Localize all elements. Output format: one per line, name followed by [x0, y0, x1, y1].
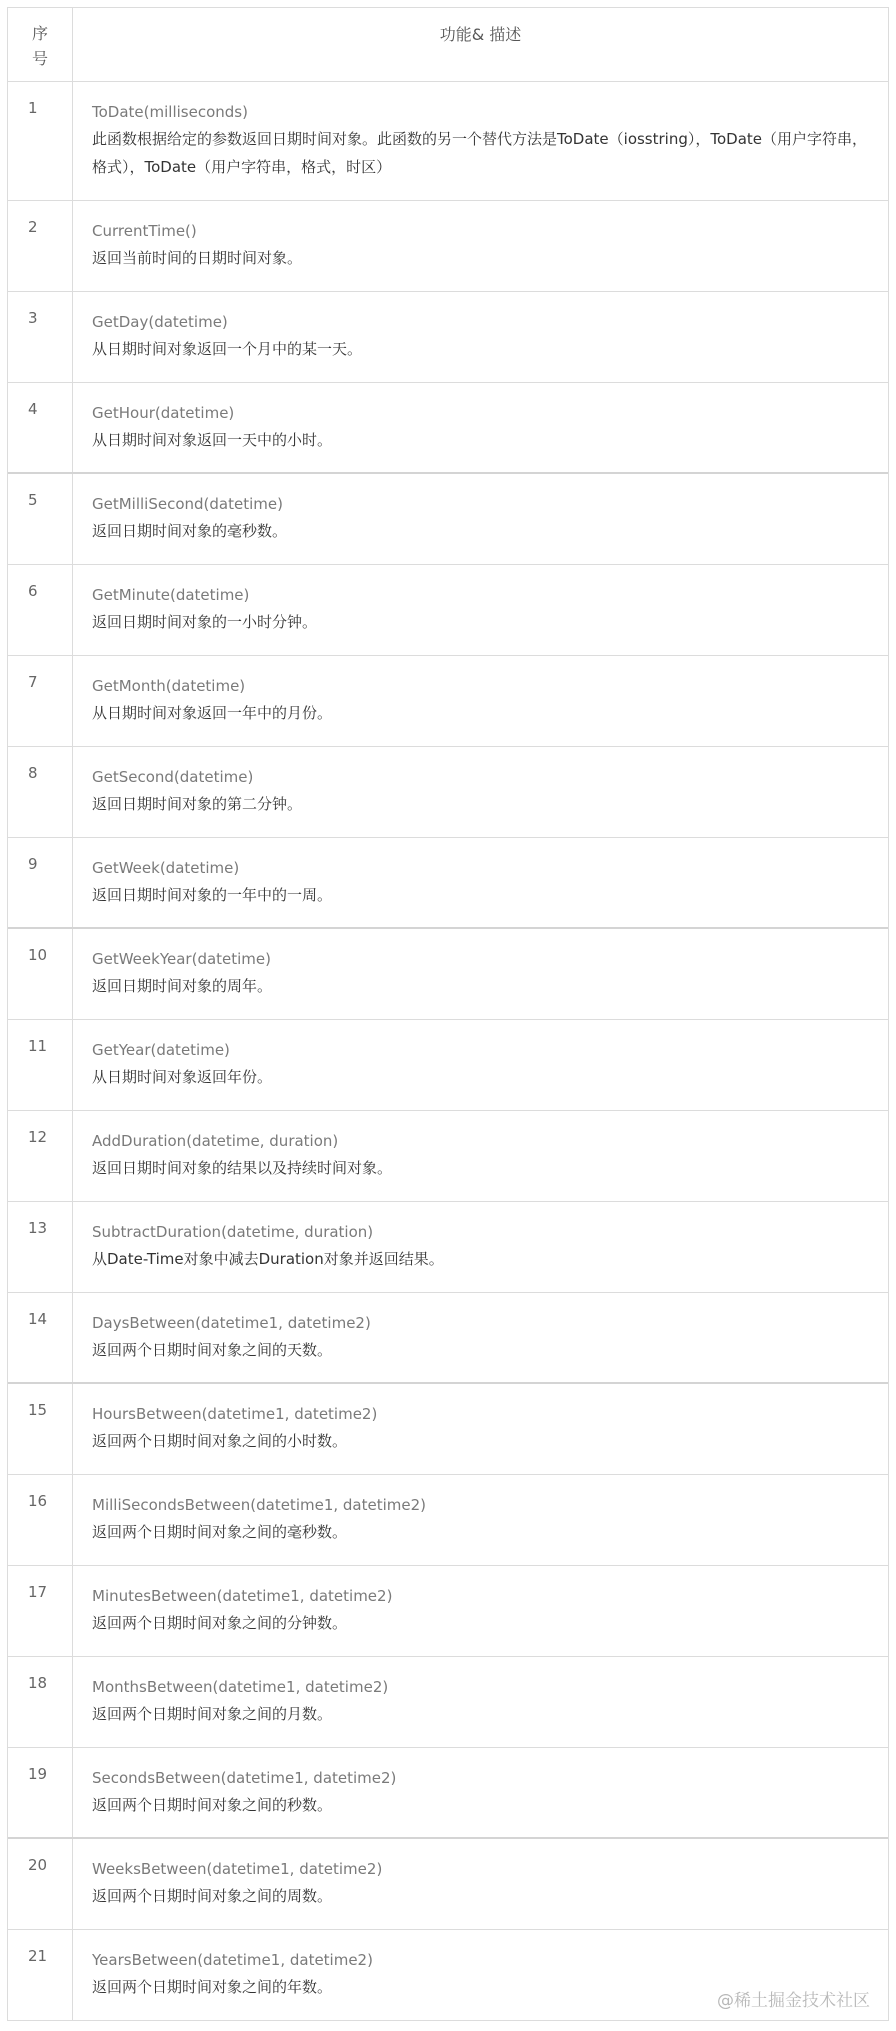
table-row	[8, 1202, 888, 1293]
functions-table	[7, 7, 889, 2021]
watermark: @稀土掘金技术社区	[717, 1991, 870, 2011]
row-content	[73, 838, 888, 927]
function-description: 返回当前时间的日期时间对象。	[92, 249, 303, 267]
function-description: 返回日期时间对象的一小时分钟。	[92, 613, 318, 631]
function-signature: GetWeekYear(datetime)	[92, 950, 272, 968]
function-signature: GetDay(datetime)	[92, 313, 228, 331]
row-number: 15	[8, 1384, 73, 1474]
function-signature: ToDate(milliseconds)	[92, 103, 248, 121]
row-content	[73, 565, 888, 655]
row-number: 10	[8, 929, 73, 1019]
table-row	[8, 201, 888, 292]
function-description: 此函数根据给定的参数返回日期时间对象。此函数的另一个替代方法是ToDate（iosstring），ToDate（用户字符串，格式），ToDate（用户字符串，格式，时区）	[92, 130, 868, 176]
row-content	[73, 747, 888, 837]
row-content	[73, 1566, 888, 1656]
function-description: 返回两个日期时间对象之间的秒数。	[92, 1796, 333, 1814]
function-signature: GetWeek(datetime)	[92, 859, 240, 877]
row-content	[73, 1020, 888, 1110]
table-row	[8, 838, 888, 929]
table-row	[8, 1293, 888, 1384]
header-desc	[73, 8, 888, 81]
table-row	[8, 82, 888, 201]
function-description: 返回两个日期时间对象之间的年数。	[92, 1978, 333, 1996]
function-signature: DaysBetween(datetime1, datetime2)	[92, 1314, 371, 1332]
row-content	[73, 1748, 888, 1837]
table-row	[8, 1475, 888, 1566]
table-row	[8, 1748, 888, 1839]
row-number: 17	[8, 1566, 73, 1656]
row-number: 20	[8, 1839, 73, 1929]
row-number: 1	[8, 82, 73, 200]
table-row	[8, 292, 888, 383]
function-description: 从日期时间对象返回一天中的小时。	[92, 431, 333, 449]
function-signature: GetYear(datetime)	[92, 1041, 230, 1059]
row-number: 7	[8, 656, 73, 746]
function-description: 返回两个日期时间对象之间的小时数。	[92, 1432, 348, 1450]
row-number: 14	[8, 1293, 73, 1382]
row-number: 6	[8, 565, 73, 655]
function-signature: GetMonth(datetime)	[92, 677, 246, 695]
function-description: 返回日期时间对象的第二分钟。	[92, 795, 303, 813]
table-row	[8, 1839, 888, 1930]
row-content	[73, 201, 888, 291]
row-content	[73, 656, 888, 746]
row-content	[73, 1657, 888, 1747]
row-number: 12	[8, 1111, 73, 1201]
table-row	[8, 1384, 888, 1475]
table-row	[8, 565, 888, 656]
function-signature: GetHour(datetime)	[92, 404, 235, 422]
row-number: 21	[8, 1930, 73, 2020]
row-content	[73, 1384, 888, 1474]
table-row	[8, 474, 888, 565]
function-description: 返回日期时间对象的毫秒数。	[92, 522, 288, 540]
function-signature: WeeksBetween(datetime1, datetime2)	[92, 1860, 383, 1878]
function-signature: HoursBetween(datetime1, datetime2)	[92, 1405, 378, 1423]
row-content	[73, 1839, 888, 1929]
row-content	[73, 292, 888, 382]
row-number: 16	[8, 1475, 73, 1565]
function-description: 从日期时间对象返回一年中的月份。	[92, 704, 333, 722]
row-content	[73, 1202, 888, 1292]
function-description: 返回两个日期时间对象之间的天数。	[92, 1341, 333, 1359]
function-signature: GetMinute(datetime)	[92, 586, 250, 604]
function-signature: MinutesBetween(datetime1, datetime2)	[92, 1587, 393, 1605]
function-signature: GetMilliSecond(datetime)	[92, 495, 283, 513]
table-row	[8, 1111, 888, 1202]
function-description: 返回两个日期时间对象之间的周数。	[92, 1887, 333, 1905]
function-description: 返回日期时间对象的结果以及持续时间对象。	[92, 1159, 393, 1177]
table-row	[8, 1657, 888, 1748]
function-signature: MilliSecondsBetween(datetime1, datetime2)	[92, 1496, 427, 1514]
function-signature: SubtractDuration(datetime, duration)	[92, 1223, 374, 1241]
row-number: 13	[8, 1202, 73, 1292]
function-signature: AddDuration(datetime, duration)	[92, 1132, 339, 1150]
row-number: 8	[8, 747, 73, 837]
function-description: 返回两个日期时间对象之间的分钟数。	[92, 1614, 348, 1632]
table-row	[8, 383, 888, 474]
table-row	[8, 747, 888, 838]
row-content	[73, 383, 888, 472]
row-content	[73, 1293, 888, 1382]
row-number: 18	[8, 1657, 73, 1747]
function-signature: MonthsBetween(datetime1, datetime2)	[92, 1678, 389, 1696]
function-signature: SecondsBetween(datetime1, datetime2)	[92, 1769, 397, 1787]
row-content	[73, 82, 888, 200]
function-signature: GetSecond(datetime)	[92, 768, 254, 786]
table-row	[8, 1020, 888, 1111]
table-row	[8, 656, 888, 747]
row-number: 19	[8, 1748, 73, 1837]
function-signature: CurrentTime()	[92, 222, 197, 240]
row-number: 4	[8, 383, 73, 472]
function-description: 从Date-Time对象中减去Duration对象并返回结果。	[92, 1250, 444, 1268]
row-content	[73, 1111, 888, 1201]
row-number: 5	[8, 474, 73, 564]
function-description: 返回日期时间对象的一年中的一周。	[92, 886, 333, 904]
row-content	[73, 1475, 888, 1565]
table-row	[8, 1566, 888, 1657]
row-content	[73, 929, 888, 1019]
function-signature: YearsBetween(datetime1, datetime2)	[92, 1951, 373, 1969]
row-number: 3	[8, 292, 73, 382]
function-description: 返回两个日期时间对象之间的月数。	[92, 1705, 333, 1723]
function-description: 从日期时间对象返回年份。	[92, 1068, 273, 1086]
row-number: 2	[8, 201, 73, 291]
header-num-label: 序 号	[31, 24, 48, 68]
table-header	[8, 8, 888, 82]
function-description: 返回两个日期时间对象之间的毫秒数。	[92, 1523, 348, 1541]
function-description: 从日期时间对象返回一个月中的某一天。	[92, 340, 363, 358]
row-content	[73, 474, 888, 564]
function-description: 返回日期时间对象的周年。	[92, 977, 273, 995]
row-number: 9	[8, 838, 73, 927]
header-num	[8, 8, 73, 81]
header-desc-label: 功能& 描述	[439, 25, 522, 44]
table-row	[8, 929, 888, 1020]
row-number: 11	[8, 1020, 73, 1110]
table-body	[8, 82, 888, 2021]
